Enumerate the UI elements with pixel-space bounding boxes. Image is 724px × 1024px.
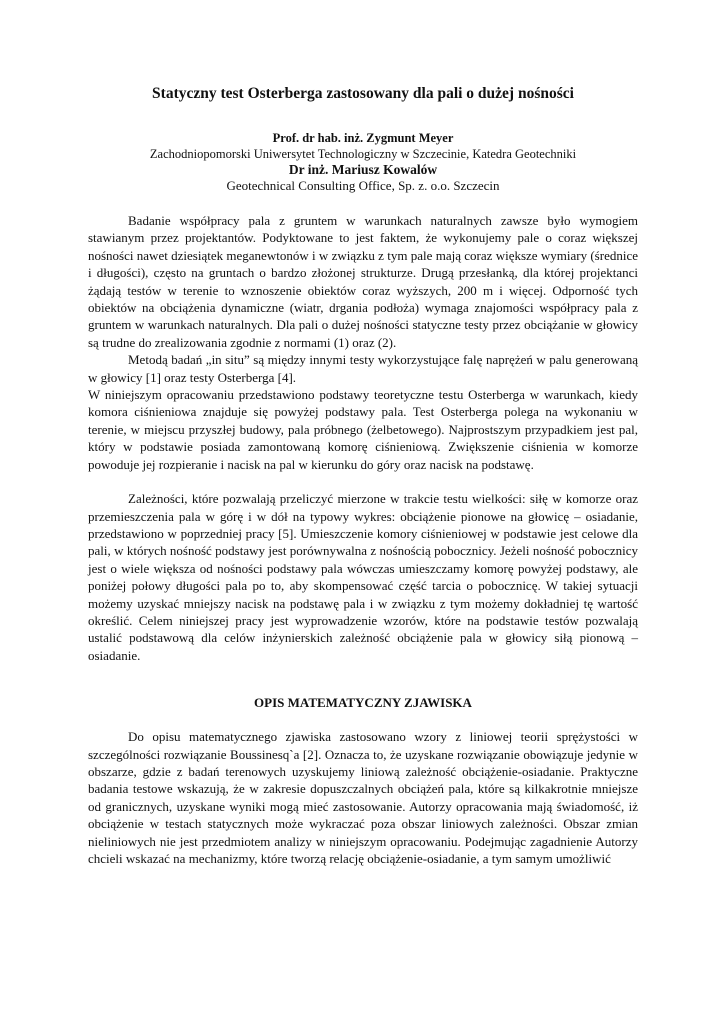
paper-title: Statyczny test Osterberga zastosowany dla pali o dużej nośności: [152, 85, 574, 102]
paragraph-osterberg: W niniejszym opracowaniu przedstawiono podstawy teoretyczne testu Osterberga w warunkach, kiedy komora ciśnieniowa znajduje się powyżej podstawy pala. Test Osterberga polega na wykonaniu w terenie, w miejscu przyszłej budowy, pala próbnego (żelbetowego). Najprostszym przypadkiem jest pal, który w podstawie posiada zamontowaną komorę ciśnieniową. Zwiększenie ciśnienia w komorze powoduje jej rozpieranie i nacisk na pal w kierunku do góry oraz nacisk na podstawę.: [88, 387, 638, 472]
section-heading: OPIS MATEMATYCZNY ZJAWISKA: [254, 695, 472, 711]
spacer: [88, 711, 638, 728]
author-2-name: Dr inż. Mariusz Kowalów: [288, 162, 438, 177]
spacer: [88, 473, 638, 490]
paragraph-intro: Badanie współpracy pala z gruntem w warunkach naturalnych zawsze było wymogiem stawianym przez projektantów. Podyktowane to jest faktem, że wykonujemy pale o coraz większej nośności nawet dziesiątek meganewtonów i w związku z tym pale mają coraz większe wymiary (średnice i długości), często na gruntach o bardzo złożonej strukturze. Drugą przesłanką, dla której projektanci żądają testów w terenie to wznoszenie obiektów coraz wyższych, 200 m i więcej. Odporność tych obiektów na obciążenia dynamiczne (wiatr, drgania podłoża) wymaga znajomości współpracy pala z gruntem w warunkach naturalnych. Dla pali o dużej nośności statyczne testy przez obciążanie w głowicy są trudne do zrealizowania zgodnie z normami (1) oraz (2).: [88, 213, 638, 350]
paragraph-math-description: Do opisu matematycznego zjawiska zastosowano wzory z liniowej teorii sprężystości w szczególności rozwiązanie Boussinesq`a [2]. Oznacza to, że uzyskane rozwiązanie obowiązuje jedynie w obszarze, gdzie z badań terenowych uzyskujemy liniową zależność obciążenie-osiadanie. Praktyczne badania testowe wskazują, że w zakresie dopuszczalnych obciążeń pala, które są kilkakrotnie mniejsze od granicznych, uzyskane wyniki mogą mieć zastosowanie. Autorzy opracowania mają świadomość, iż obciążenie w testach statycznych może wykraczać poza obszar liniowych zależności. Obszar zmian nieliniowych nie jest przedmiotem analizy w niniejszym opracowaniu. Podejmując zagadnienie Autorzy chcieli wskazać na mechanizmy, które tworzą relację obciążenie-osiadanie, a tym samym umożliwić: [88, 729, 638, 866]
author-2-affiliation: Geotechnical Consulting Office, Sp. z. o.o. Szczecin: [226, 178, 500, 193]
document-page: [88, 84, 638, 867]
paragraph-in-situ: Metodą badań „in situ” są między innymi testy wykorzystujące falę naprężeń w palu generowaną w głowicy [1] oraz testy Osterberga [4].: [88, 352, 638, 385]
author-1-name: Prof. dr hab. inż. Zygmunt Meyer: [272, 131, 454, 145]
author-1-affiliation: Zachodniopomorski Uniwersytet Technologiczny w Szczecinie, Katedra Geotechniki: [149, 147, 577, 161]
author-block: [88, 130, 638, 194]
paragraph-dependencies: Zależności, które pozwalają przeliczyć mierzone w trakcie testu wielkości: siłę w komorze oraz przemieszczenia pala w górę i w dół na typowy wykres: obciążenie pionowe na głowicę – osiadanie, przedstawiono w poprzedniej pracy [5]. Umieszczenie komory ciśnieniowej w podstawie jest celowe dla pali, w których nośność podstawy jest porównywalna z nośnością pobocznicy. Jeżeli nośność pobocznicy jest o wiele większa od nośności podstawy pala wówczas umieszczamy komorę powyżej podstawy, ale poniżej połowy długości pala po to, aby skompensować część tarcia o pobocznicę. W takiej sytuacji możemy uzyskać mniejszy nacisk na podstawę pala i w związku z tym możemy dokładniej tę wartość określić. Celem niniejszej pracy jest wyprowadzenie wzorów, które na podstawie testów pozwalają ustalić podstawową dla celów inżynierskich zależność obciążenie pala w głowicy siłą pionową – osiadanie.: [88, 491, 638, 663]
spacer: [88, 664, 638, 694]
